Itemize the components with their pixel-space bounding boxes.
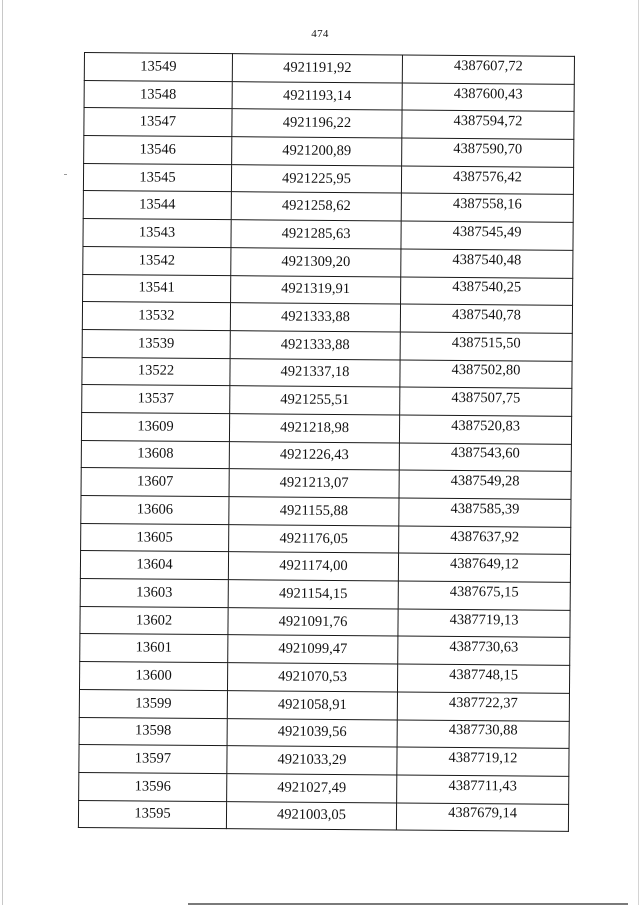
x-coordinate-cell	[229, 469, 399, 498]
table-row	[82, 385, 572, 417]
point-number-cell: 13546	[84, 136, 232, 165]
point-number-cell: 13606	[81, 495, 229, 524]
y-coordinate-value: 4387540,78	[451, 306, 521, 324]
point-number-cell: 13605	[81, 523, 229, 552]
x-coordinate-cell	[229, 524, 399, 553]
x-coordinate-value: 4921174,00	[279, 557, 348, 575]
x-coordinate-value: 4921213,07	[279, 474, 349, 492]
x-coordinate-cell	[232, 54, 402, 83]
x-coordinate-value: 4921058,91	[277, 696, 347, 713]
coordinates-table-body	[78, 53, 574, 832]
y-coordinate-cell	[400, 332, 572, 361]
y-coordinate-value: 4387543,60	[450, 445, 520, 462]
point-number-cell: 13608	[81, 440, 229, 469]
point-number-cell: 13601	[80, 634, 228, 663]
x-coordinate-value: 4921319,91	[281, 280, 351, 298]
page-edge-right	[638, 0, 639, 905]
y-coordinate-value: 4387558,16	[452, 196, 522, 213]
y-coordinate-value: 4387502,80	[451, 362, 521, 379]
x-coordinate-value: 4921176,05	[279, 530, 348, 547]
table-row	[83, 246, 573, 278]
x-coordinate-cell	[231, 192, 401, 221]
x-coordinate-cell	[231, 164, 401, 193]
y-coordinate-cell	[401, 166, 573, 195]
y-coordinate-value: 4387585,39	[450, 500, 520, 518]
y-coordinate-cell	[400, 304, 572, 333]
scan-speck	[64, 174, 67, 175]
x-coordinate-cell	[231, 220, 401, 249]
table-row	[79, 772, 569, 804]
point-number-cell: 13542	[83, 246, 231, 275]
table-row	[79, 745, 569, 777]
y-coordinate-value: 4387549,28	[450, 473, 520, 490]
x-coordinate-cell	[231, 247, 401, 276]
table-row	[84, 53, 574, 85]
y-coordinate-value: 4387637,92	[450, 528, 520, 545]
x-coordinate-cell	[227, 774, 397, 803]
x-coordinate-cell	[230, 358, 400, 387]
page-number: 474	[311, 28, 329, 40]
point-number-cell: 13600	[79, 662, 227, 691]
point-number-cell: 13532	[82, 302, 230, 331]
x-coordinate-cell	[229, 497, 399, 526]
x-coordinate-value: 4921091,76	[278, 613, 348, 630]
x-coordinate-cell	[228, 635, 398, 664]
y-coordinate-cell	[398, 581, 570, 610]
x-coordinate-cell	[226, 801, 396, 830]
x-coordinate-cell	[228, 607, 398, 636]
x-coordinate-cell	[227, 690, 397, 719]
y-coordinate-value: 4387649,12	[449, 556, 519, 573]
y-coordinate-cell	[401, 221, 573, 250]
page-edge-left	[2, 0, 3, 905]
point-number-cell: 13603	[80, 579, 228, 608]
point-number-cell: 13595	[78, 800, 226, 829]
x-coordinate-cell	[230, 386, 400, 415]
x-coordinate-cell	[230, 331, 400, 360]
table-row	[79, 689, 569, 721]
y-coordinate-cell	[398, 553, 570, 582]
point-number-cell: 13541	[83, 274, 231, 303]
y-coordinate-cell	[396, 803, 568, 832]
table-row	[83, 163, 573, 195]
y-coordinate-cell	[402, 83, 574, 112]
table-row	[81, 412, 571, 444]
x-coordinate-cell	[227, 746, 397, 775]
y-coordinate-value: 4387540,25	[452, 279, 522, 296]
table-row	[79, 717, 569, 749]
x-coordinate-value: 4921333,88	[280, 336, 350, 353]
table-row	[83, 219, 573, 251]
x-coordinate-cell	[232, 81, 402, 110]
y-coordinate-value: 4387540,48	[452, 251, 522, 269]
table-row	[84, 80, 574, 112]
y-coordinate-value: 4387576,42	[453, 168, 523, 186]
table-row	[81, 440, 571, 472]
point-number-cell: 13609	[81, 412, 229, 441]
x-coordinate-value: 4921155,88	[279, 502, 349, 519]
point-number-cell: 13522	[82, 357, 230, 386]
point-number-cell: 13544	[83, 191, 231, 220]
y-coordinate-value: 4387515,50	[451, 334, 521, 352]
table-row	[80, 551, 570, 583]
y-coordinate-value: 4387507,75	[451, 389, 521, 407]
x-coordinate-value: 4921309,20	[281, 253, 351, 270]
table-row	[78, 800, 568, 832]
point-number-cell: 13598	[79, 717, 227, 746]
x-coordinate-cell	[229, 414, 399, 443]
x-coordinate-value: 4921033,29	[277, 751, 347, 769]
point-number-cell: 13539	[82, 329, 230, 358]
y-coordinate-cell	[402, 138, 574, 167]
y-coordinate-value: 4387730,63	[449, 639, 519, 656]
y-coordinate-cell	[401, 249, 573, 278]
x-coordinate-cell	[227, 718, 397, 747]
table-row	[81, 523, 571, 555]
point-number-cell: 13599	[79, 689, 227, 718]
y-coordinate-cell	[397, 775, 569, 804]
table-row	[83, 191, 573, 223]
x-coordinate-cell	[231, 275, 401, 304]
point-number-cell: 13607	[81, 468, 229, 497]
y-coordinate-value: 4387711,43	[448, 777, 517, 795]
x-coordinate-value: 4921218,98	[280, 419, 350, 436]
x-coordinate-cell	[232, 109, 402, 138]
y-coordinate-cell	[397, 719, 569, 748]
y-coordinate-cell	[402, 110, 574, 139]
x-coordinate-value: 4921003,05	[277, 806, 347, 824]
y-coordinate-cell	[401, 276, 573, 305]
point-number-cell: 13537	[82, 385, 230, 414]
y-coordinate-value: 4387719,12	[448, 749, 518, 767]
y-coordinate-value: 4387590,70	[453, 140, 523, 158]
x-coordinate-value: 4921070,53	[278, 668, 348, 686]
x-coordinate-value: 4921200,89	[282, 142, 352, 160]
y-coordinate-value: 4387748,15	[449, 666, 519, 684]
y-coordinate-cell	[399, 526, 571, 555]
y-coordinate-cell	[399, 470, 571, 499]
x-coordinate-value: 4921039,56	[277, 723, 347, 741]
table-row	[81, 495, 571, 527]
x-coordinate-cell	[227, 663, 397, 692]
y-coordinate-value: 4387594,72	[453, 113, 523, 130]
y-coordinate-cell	[400, 360, 572, 389]
y-coordinate-cell	[402, 55, 574, 84]
table-row	[80, 634, 570, 666]
y-coordinate-cell	[401, 193, 573, 222]
point-number-cell: 13548	[84, 80, 232, 109]
y-coordinate-value: 4387545,49	[452, 223, 522, 241]
point-number-cell: 13596	[79, 772, 227, 801]
x-coordinate-value: 4921255,51	[280, 391, 350, 409]
x-coordinate-cell	[229, 441, 399, 470]
table-row	[82, 302, 572, 334]
x-coordinate-value: 4921099,47	[278, 640, 348, 658]
x-coordinate-value: 4921258,62	[281, 197, 351, 215]
coordinates-table	[78, 52, 575, 832]
point-number-cell: 13602	[80, 606, 228, 635]
table-row	[84, 136, 574, 168]
table-row	[82, 357, 572, 389]
y-coordinate-value: 4387520,83	[451, 417, 521, 435]
y-coordinate-value: 4387719,13	[449, 611, 519, 629]
x-coordinate-value: 4921196,22	[282, 114, 352, 132]
x-coordinate-value: 4921027,49	[277, 779, 347, 796]
x-coordinate-value: 4921337,18	[280, 363, 350, 381]
y-coordinate-value: 4387607,72	[453, 57, 523, 75]
table-row	[84, 108, 574, 140]
point-number-cell: 13545	[83, 163, 231, 192]
y-coordinate-cell	[399, 443, 571, 472]
x-coordinate-cell	[232, 137, 402, 166]
y-coordinate-cell	[400, 387, 572, 416]
table-row	[80, 579, 570, 611]
y-coordinate-cell	[397, 692, 569, 721]
table-row	[81, 468, 571, 500]
y-coordinate-cell	[397, 747, 569, 776]
x-coordinate-value: 4921285,63	[281, 225, 351, 243]
point-number-cell: 13549	[84, 53, 232, 82]
x-coordinate-value: 4921154,15	[279, 585, 348, 602]
y-coordinate-value: 4387600,43	[453, 85, 523, 102]
y-coordinate-value: 4387722,37	[448, 694, 518, 712]
table-row	[83, 274, 573, 306]
y-coordinate-cell	[398, 636, 570, 665]
x-coordinate-cell	[228, 580, 398, 609]
y-coordinate-cell	[398, 609, 570, 638]
table-row	[80, 606, 570, 638]
x-coordinate-value: 4921193,14	[282, 87, 352, 104]
x-coordinate-value: 4921191,92	[283, 59, 352, 76]
point-number-cell: 13604	[80, 551, 228, 580]
point-number-cell: 13543	[83, 219, 231, 248]
point-number-cell: 13547	[84, 108, 232, 137]
x-coordinate-value: 4921333,88	[280, 308, 350, 326]
x-coordinate-value: 4921225,95	[282, 170, 352, 187]
y-coordinate-value: 4387730,88	[448, 722, 518, 739]
x-coordinate-cell	[230, 303, 400, 332]
x-coordinate-cell	[228, 552, 398, 581]
y-coordinate-cell	[399, 415, 571, 444]
x-coordinate-value: 4921226,43	[279, 447, 349, 464]
y-coordinate-cell	[399, 498, 571, 527]
table-row	[79, 662, 569, 694]
table-row	[82, 329, 572, 361]
y-coordinate-value: 4387675,15	[449, 583, 519, 601]
point-number-cell: 13597	[79, 745, 227, 774]
y-coordinate-cell	[397, 664, 569, 693]
y-coordinate-value: 4387679,14	[448, 805, 518, 822]
